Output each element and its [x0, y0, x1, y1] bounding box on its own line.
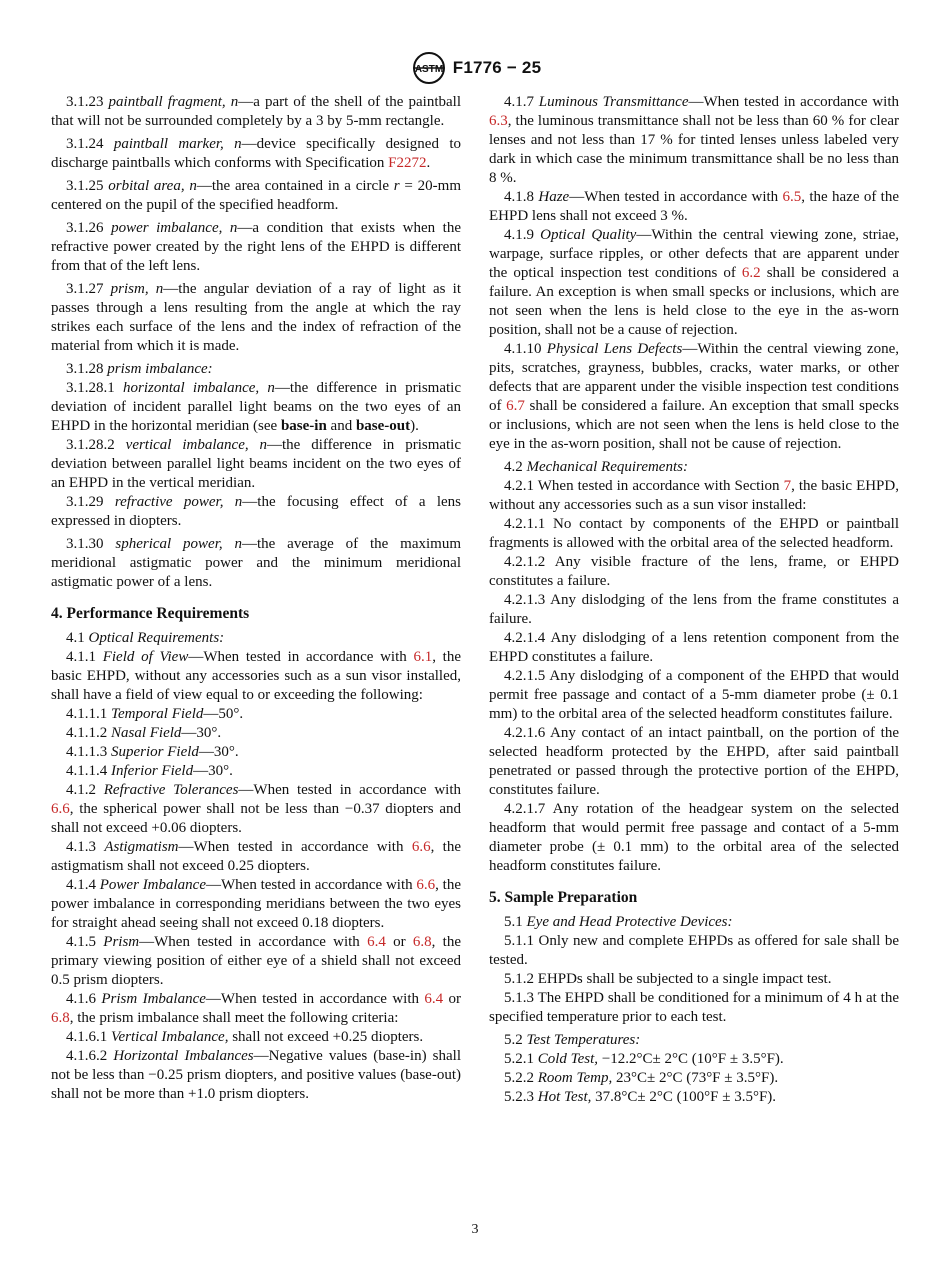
astm-logo-icon: [409, 51, 449, 85]
clause-4-1-1-4: 4.1.1.4 Inferior Field—30°.: [66, 763, 233, 779]
clause-3-1-28-2: 3.1.28.2 vertical imbalance, n—the difference in prismatic deviation between parallel light beams incident on the two eyes of an EHPD in the vertical meridian.: [51, 437, 462, 491]
left-column: [51, 93, 461, 1104]
clause-4-2-1-3: 4.2.1.3 Any dislodging of the lens from the frame constitutes a failure.: [489, 592, 899, 627]
reference-link[interactable]: 6.1: [413, 649, 433, 665]
clause-5-2: 5.2 Test Temperatures:: [504, 1032, 641, 1048]
reference-link[interactable]: 6.4: [367, 934, 386, 950]
page-number: 3: [471, 1222, 479, 1237]
clause-5-2-1: 5.2.1 Cold Test, −12.2°C± 2°C (10°F ± 3.5°F).: [504, 1051, 784, 1067]
clause-5-1-3: 5.1.3 The EHPD shall be conditioned for a minimum of 4 h at the specified temperature prior to each test.: [489, 990, 899, 1025]
reference-link[interactable]: 6.7: [506, 398, 525, 414]
page-header: [0, 48, 950, 88]
clause-4-2-1-7: 4.2.1.7 Any rotation of the headgear system on the selected headform that would permit free passage and contact of a 5-mm diameter probe (± 0.1 mm) to the orbital area of the selected headform constitutes failure.: [489, 801, 899, 874]
clause-5-1-2: 5.1.2 EHPDs shall be subjected to a single impact test.: [504, 971, 832, 987]
clause-4-2-1-1: 4.2.1.1 No contact by components of the EHPD or paintball fragments is allowed with the orbital area of the selected headform.: [489, 516, 900, 551]
clause-3-1-28: 3.1.28 prism imbalance:: [66, 361, 213, 377]
section-heading: 4. Performance Requirements: [51, 605, 250, 622]
clause-3-1-30: 3.1.30 spherical power, n—the average of the maximum meridional astigmatic power and the minimum meridional astigmatic power of a lens.: [51, 536, 461, 590]
clause-4-1-8: 4.1.8 Haze—When tested in accordance with 6.5, the haze of the EHPD lens shall not exceed 3 %.: [489, 189, 899, 224]
clause-3-1-28-1: 3.1.28.1 horizontal imbalance, n—the difference in prismatic deviation of incident parallel light beams on the two eyes of an EHPD in the horizontal meridian (see base-in and base-out).: [51, 380, 461, 434]
document-number: F1776 − 25: [452, 58, 542, 77]
clause-5-2-3: 5.2.3 Hot Test, 37.8°C± 2°C (100°F ± 3.5°F).: [504, 1089, 777, 1105]
reference-link[interactable]: 6.4: [424, 991, 444, 1007]
clause-4-1-6-2: 4.1.6.2 Horizontal Imbalances—Negative values (base-in) shall not be less than −0.25 prism diopters, and positive values (base-out) shall not be more than +1.0 prism diopters.: [51, 1048, 461, 1102]
clause-4-1-3: 4.1.3 Astigmatism—When tested in accordance with 6.6, the astigmatism shall not exceed 0.25 diopters.: [51, 839, 461, 874]
reference-link[interactable]: 6.5: [782, 189, 802, 205]
reference-link[interactable]: 6.3: [489, 113, 508, 129]
clause-4-1-1-3: 4.1.1.3 Superior Field—30°.: [66, 744, 239, 760]
reference-link[interactable]: 6.8: [412, 934, 432, 950]
right-column: [489, 93, 899, 1107]
clause-3-1-24: 3.1.24 paintball marker, n—device specifically designed to discharge paintballs which conforms with Specification F2272.: [51, 136, 461, 171]
clause-4-1-6-1: 4.1.6.1 Vertical Imbalance, shall not exceed +0.25 diopters.: [66, 1029, 424, 1045]
clause-3-1-27: 3.1.27 prism, n—the angular deviation of a ray of light as it passes through a lens resulting from the angle at which the ray strikes each surface of the lens and the index of refraction of the material from which it is made.: [51, 281, 461, 354]
clause-4-1-2: 4.1.2 Refractive Tolerances—When tested in accordance with 6.6, the spherical power shall not be less than −0.37 diopters and shall not exceed +0.06 diopters.: [51, 782, 461, 836]
reference-link[interactable]: 6.6: [416, 877, 436, 893]
reference-link[interactable]: 6.6: [411, 839, 431, 855]
clause-4-1: 4.1 Optical Requirements:: [66, 630, 225, 646]
clause-4-1-1-2: 4.1.1.2 Nasal Field—30°.: [66, 725, 222, 741]
clause-4-2-1: 4.2.1 When tested in accordance with Section 7, the basic EHPD, without any accessories such as a sun visor installed:: [489, 478, 899, 513]
clause-4-1-6: 4.1.6 Prism Imbalance—When tested in accordance with 6.4 or 6.8, the prism imbalance shall meet the following criteria:: [51, 991, 461, 1026]
clause-3-1-25: 3.1.25 orbital area, n—the area contained in a circle r = 20-mm centered on the pupil of the specified headform.: [51, 178, 461, 213]
clause-3-1-23: 3.1.23 paintball fragment, n—a part of the shell of the paintball that will not be surrounded completely by a 3 by 5-mm rectangle.: [51, 94, 461, 129]
clause-3-1-26: 3.1.26 power imbalance, n—a condition that exists when the refractive power created by the right lens of the EHPD is different from that of the left lens.: [51, 220, 462, 274]
reference-link[interactable]: 6.6: [51, 801, 70, 817]
clause-4-1-1-1: 4.1.1.1 Temporal Field—50°.: [66, 706, 244, 722]
reference-link[interactable]: F2272: [388, 155, 427, 171]
clause-4-2-1-2: 4.2.1.2 Any visible fracture of the lens, frame, or EHPD constitutes a failure.: [489, 554, 899, 589]
clause-4-1-1: 4.1.1 Field of View—When tested in accordance with 6.1, the basic EHPD, without any accessories such as a sun visor installed, shall have a field of view equal to or exceeding the following:: [51, 649, 462, 703]
clause-4-2-1-6: 4.2.1.6 Any contact of an intact paintball, on the portion of the selected headform protected by the EHPD, after said paintball penetrated or passed through the protective portion of the EHPD, constitutes failure.: [489, 725, 899, 798]
clause-4-1-4: 4.1.4 Power Imbalance—When tested in accordance with 6.6, the power imbalance in corresponding meridians between the two eyes for straight ahead seeing shall not exceed 0.18 diopters.: [51, 877, 461, 931]
clause-4-1-10: 4.1.10 Physical Lens Defects—Within the central viewing zone, pits, scratches, grayness, bubbles, cracks, water marks, or other defects that are apparent under the visible inspection test conditions of 6.7 shall be considered a failure. An exception that small specks or inclusions, which are not seen when the lens is held close to the eye in the as-worn position, shall not be cause of rejection.: [489, 341, 900, 452]
clause-3-1-29: 3.1.29 refractive power, n—the focusing effect of a lens expressed in diopters.: [51, 494, 461, 529]
clause-4-2-1-4: 4.2.1.4 Any dislodging of a lens retention component from the EHPD constitutes a failure.: [489, 630, 899, 665]
clause-5-1-1: 5.1.1 Only new and complete EHPDs as offered for sale shall be tested.: [489, 933, 899, 968]
clause-5-2-2: 5.2.2 Room Temp, 23°C± 2°C (73°F ± 3.5°F).: [504, 1070, 779, 1086]
section-heading: 5. Sample Preparation: [489, 889, 638, 906]
reference-link[interactable]: 7: [783, 478, 792, 494]
clause-4-1-7: 4.1.7 Luminous Transmittance—When tested in accordance with 6.3, the luminous transmittance shall not be less than 60 % for clear lenses and not less than 17 % for tinted lenses unless labeled very dark in which case the minimum transmittance shall be no less than 8 %.: [489, 94, 899, 186]
svg-text:ASTM: ASTM: [414, 64, 443, 75]
clause-4-1-9: 4.1.9 Optical Quality—Within the central viewing zone, striae, warpage, surface ripples, or other defects that are apparent under the optical inspection test conditions of 6.2 shall be considered a failure. An exception is when small specks or inclusions, which are not seen when the lens is held close to the eye in the as-worn position, shall not be a cause of rejection.: [489, 227, 899, 338]
clause-4-2: 4.2 Mechanical Requirements:: [504, 459, 688, 475]
clause-4-1-5: 4.1.5 Prism—When tested in accordance with 6.4 or 6.8, the primary viewing position of either eye of a shield shall not exceed 0.5 prism diopters.: [51, 934, 462, 988]
reference-link[interactable]: 6.8: [51, 1010, 70, 1026]
clause-4-2-1-5: 4.2.1.5 Any dislodging of a component of the EHPD that would permit free passage and contact of a 5-mm diameter probe (± 0.1 mm) to the orbital area of the selected headform constitutes failure.: [489, 668, 899, 722]
clause-5-1: 5.1 Eye and Head Protective Devices:: [504, 914, 733, 930]
reference-link[interactable]: 6.2: [741, 265, 761, 281]
